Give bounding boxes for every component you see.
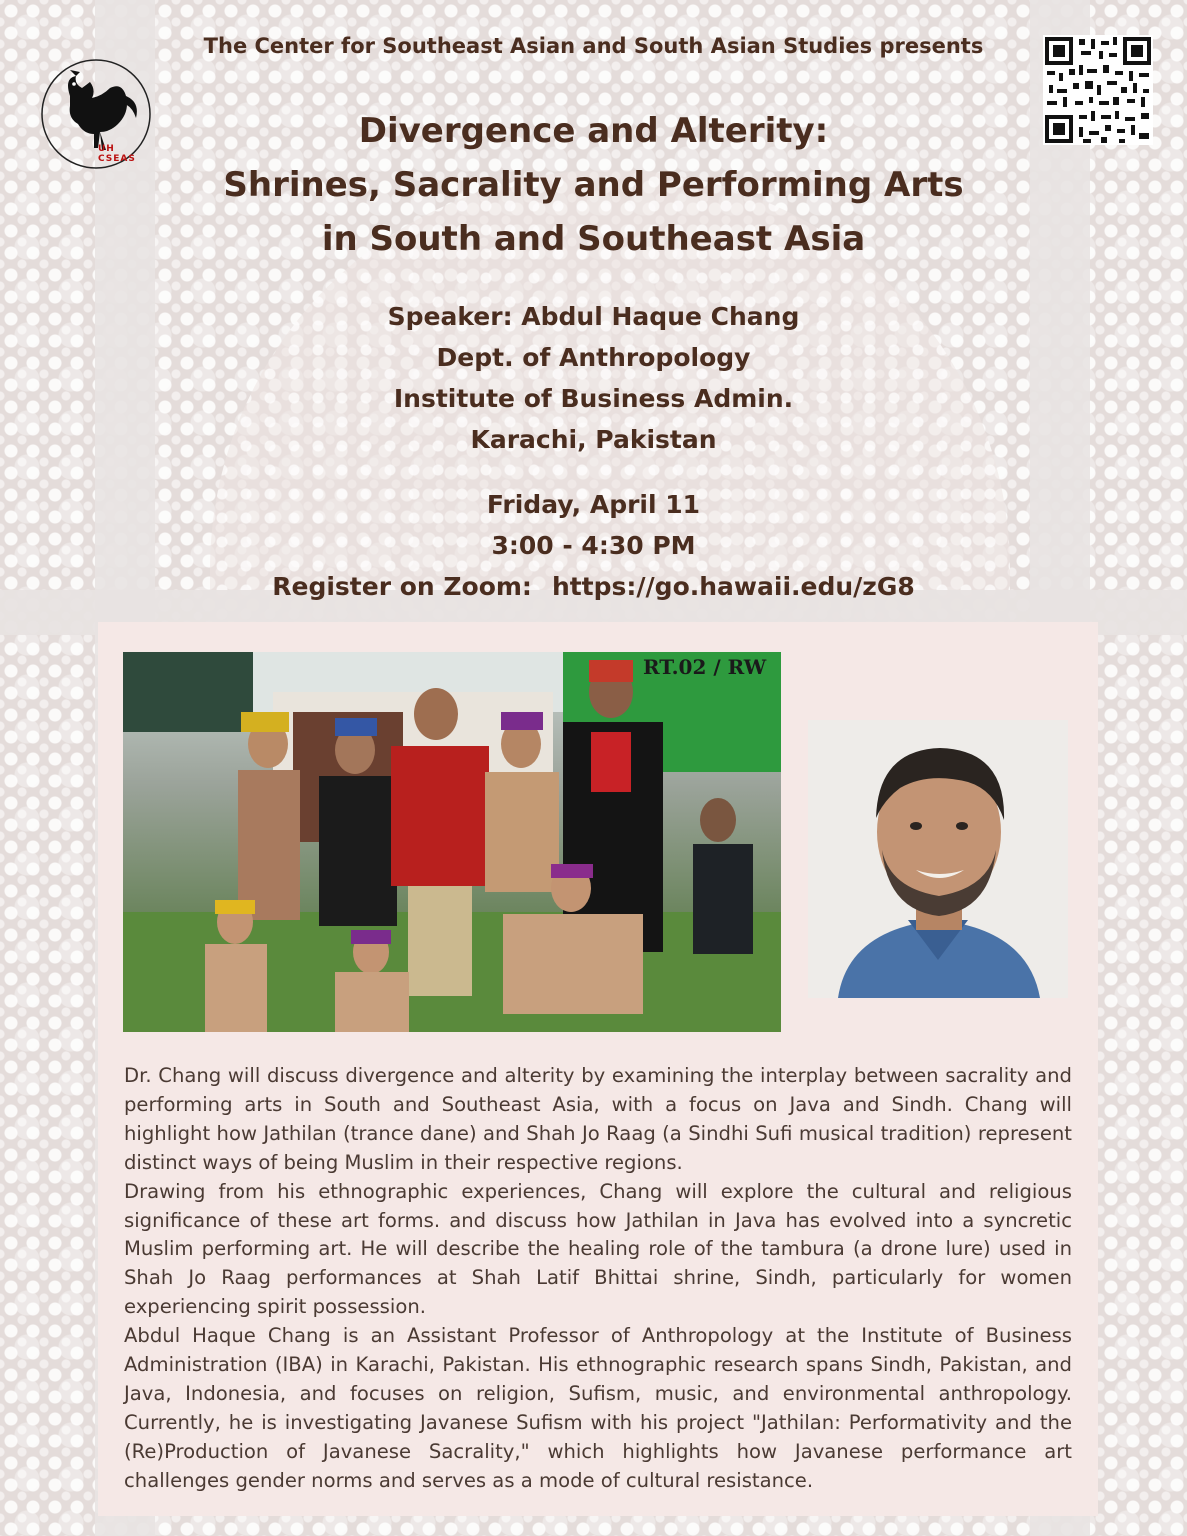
- event-time: 3:00 - 4:30 PM: [491, 531, 696, 560]
- description-paragraph-2: Drawing from his ethnographic experiences, Chang will explore the cultural and religious significance of these art forms. and discuss how Jathilan in Java has evolved into a syncretic Muslim performing art. He will describe the healing role of the tambura (a drone lure) used in Shah Jo Raag performances at Shah Latif Bhittai shrine, Sindh, particularly for women experiencing spirit possession.: [124, 1179, 1072, 1319]
- content-panel: [98, 622, 1098, 1516]
- photo-sign-text: RT.02 / RW: [643, 655, 767, 679]
- speaker-institute: Institute of Business Admin.: [393, 384, 794, 413]
- register-label: Register on Zoom:: [272, 572, 532, 601]
- description-paragraph-3: Abdul Haque Chang is an Assistant Professor of Anthropology at the Institute of Business Administration (IBA) in Karachi, Pakistan. His ethnographic research spans Sindh, Pakistan, and Java, Indonesia, and focuses on religion, Sufism, music, and environmental anthropology. Currently, he is investigating Javanese Sufism with his project "Jathilan: Performativity and the (Re)Production of Javanese Sacrality," which highlights how Javanese performance art challenges gender norms and serves as a mode of cultural resistance.: [124, 1324, 1072, 1492]
- speaker-dept: Dept. of Anthropology: [436, 343, 751, 372]
- speaker-block: [0, 296, 1187, 460]
- registration-line: [0, 566, 1187, 607]
- presenter-line: The Center for Southeast Asian and South Asian Studies presents: [203, 34, 984, 58]
- register-link[interactable]: https://go.hawaii.edu/zG8: [551, 572, 915, 601]
- event-title: [0, 104, 1187, 266]
- event-details: [0, 484, 1187, 607]
- group-photo-illustration: [123, 652, 781, 1032]
- speaker-name: Speaker: Abdul Haque Chang: [387, 302, 800, 331]
- event-date: Friday, April 11: [486, 490, 701, 519]
- speaker-portrait: [808, 720, 1068, 998]
- speaker-location: Karachi, Pakistan: [470, 425, 717, 454]
- event-description: [124, 1062, 1072, 1496]
- description-paragraph-1: Dr. Chang will discuss divergence and alterity by examining the interplay between sacrality and performing arts in South and Southeast Asia, with a focus on Java and Sindh. Chang will highlight how Jathilan (trance dane) and Shah Jo Raag (a Sindhi Sufi musical tradition) represent distinct ways of being Muslim in their respective regions.: [124, 1064, 1072, 1174]
- logo-text: UH CSEAS: [98, 144, 136, 164]
- title-line-1: Divergence and Alterity:: [358, 111, 829, 151]
- title-line-2: Shrines, Sacrality and Performing Arts: [223, 165, 964, 205]
- performers-group-photo: [123, 652, 781, 1032]
- title-line-3: in South and Southeast Asia: [321, 219, 866, 259]
- speaker-portrait-illustration: [808, 720, 1068, 998]
